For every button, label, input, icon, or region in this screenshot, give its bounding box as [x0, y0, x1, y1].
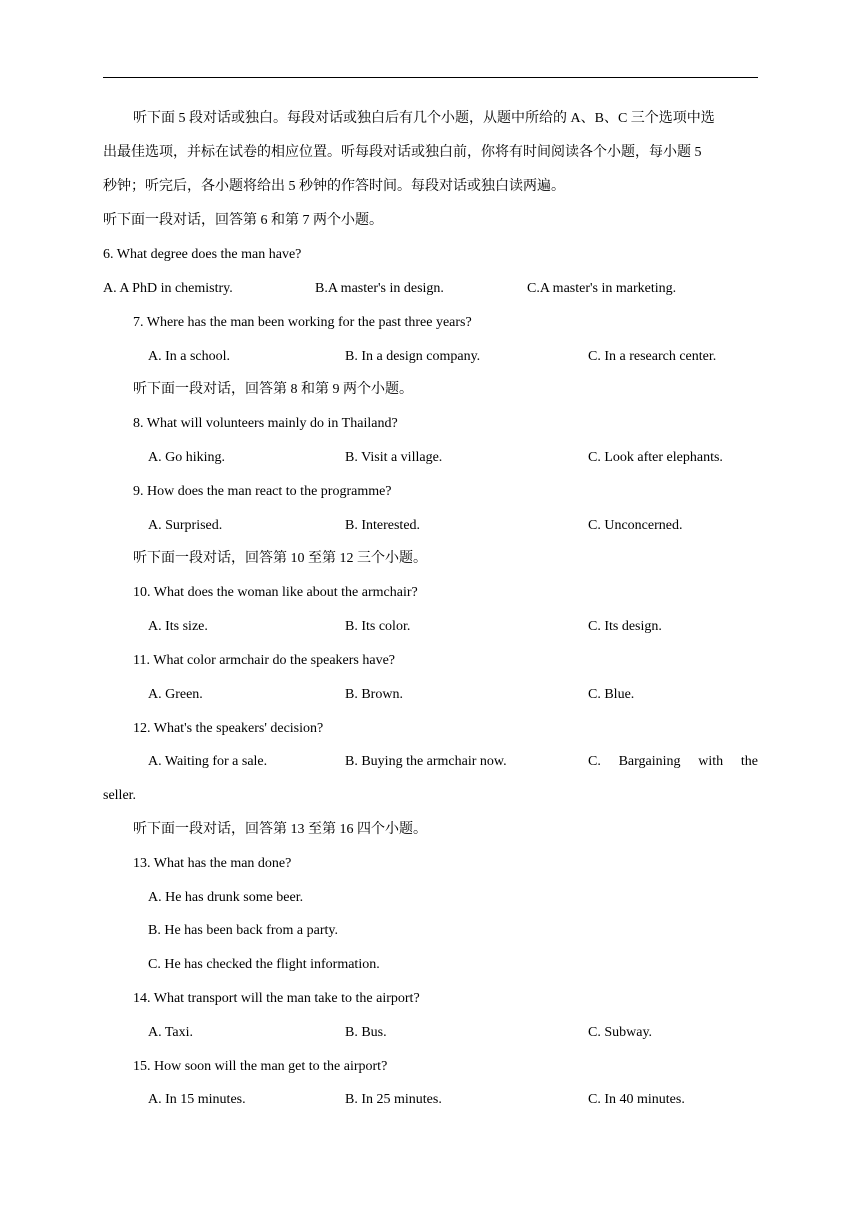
option-b: B. Visit a village. — [345, 450, 443, 465]
question-stem: 15. How soon will the man get to the airport? — [133, 1059, 388, 1074]
option-b: B. Bus. — [345, 1025, 387, 1040]
section-intro: 听下面一段对话，回答第 10 至第 12 三个小题。 — [133, 551, 427, 566]
header-rule — [103, 77, 758, 78]
question-stem: 9. How does the man react to the programme? — [133, 484, 392, 499]
section-intro: 听下面一段对话，回答第 6 和第 7 两个小题。 — [103, 213, 383, 228]
option-c: C. Subway. — [588, 1025, 653, 1040]
option-c-word: with — [698, 754, 724, 769]
option-c: C. Blue. — [588, 687, 635, 702]
option-a: A. He has drunk some beer. — [148, 890, 304, 905]
option-a: A. Its size. — [148, 619, 208, 634]
option-b: B.A master's in design. — [315, 281, 444, 296]
option-a: A. In a school. — [148, 349, 231, 364]
option-a: A. Surprised. — [148, 518, 223, 533]
question-stem: 13. What has the man done? — [133, 856, 292, 871]
option-c: C. Its design. — [588, 619, 662, 634]
option-b: B. Its color. — [345, 619, 411, 634]
option-c: C. In a research center. — [588, 349, 717, 364]
option-c: C. In 40 minutes. — [588, 1092, 685, 1107]
option-c-word: C. — [588, 754, 601, 769]
option-b: B. Interested. — [345, 518, 421, 533]
section-intro: 听下面一段对话，回答第 8 和第 9 两个小题。 — [133, 382, 413, 397]
option-c-word: Bargaining — [618, 754, 681, 769]
question-stem: 7. Where has the man been working for the past three years? — [133, 315, 472, 330]
option-b: B. Buying the armchair now. — [345, 754, 507, 769]
option-a: A. Go hiking. — [148, 450, 225, 465]
option-b: B. He has been back from a party. — [148, 923, 338, 938]
option-b: B. Brown. — [345, 687, 403, 702]
question-stem: 14. What transport will the man take to the airport? — [133, 991, 420, 1006]
option-c: C. He has checked the flight information. — [148, 957, 380, 972]
instructions-line-2: 出最佳选项，并标在试卷的相应位置。听每段对话或独白前，你将有时间阅读各个小题，每小题 5 — [103, 145, 702, 160]
question-stem: 8. What will volunteers mainly do in Thailand? — [133, 416, 398, 431]
option-b: B. In a design company. — [345, 349, 481, 364]
question-stem: 11. What color armchair do the speakers have? — [133, 653, 396, 668]
question-stem: 10. What does the woman like about the armchair? — [133, 585, 418, 600]
question-stem: 12. What's the speakers' decision? — [133, 721, 324, 736]
option-b: B. In 25 minutes. — [345, 1092, 442, 1107]
option-c-continuation: seller. — [103, 788, 137, 803]
instructions-line-3: 秒钟；听完后，各小题将给出 5 秒钟的作答时间。每段对话或独白读两遍。 — [103, 179, 565, 194]
option-a: A. A PhD in chemistry. — [103, 281, 233, 296]
option-a: A. Taxi. — [148, 1025, 194, 1040]
option-c: C.A master's in marketing. — [527, 281, 677, 296]
option-a: A. Waiting for a sale. — [148, 754, 268, 769]
option-c: C. Unconcerned. — [588, 518, 683, 533]
option-c: C. Look after elephants. — [588, 450, 723, 465]
instructions-line-1: 听下面 5 段对话或独白。每段对话或独白后有几个小题，从题中所给的 A、B、C 三个选项中选 — [133, 111, 715, 126]
option-a: A. Green. — [148, 687, 203, 702]
question-stem: 6. What degree does the man have? — [103, 247, 302, 262]
option-a: A. In 15 minutes. — [148, 1092, 246, 1107]
option-c-word: the — [740, 754, 758, 769]
option-c — [588, 753, 758, 771]
section-intro: 听下面一段对话，回答第 13 至第 16 四个小题。 — [133, 822, 427, 837]
